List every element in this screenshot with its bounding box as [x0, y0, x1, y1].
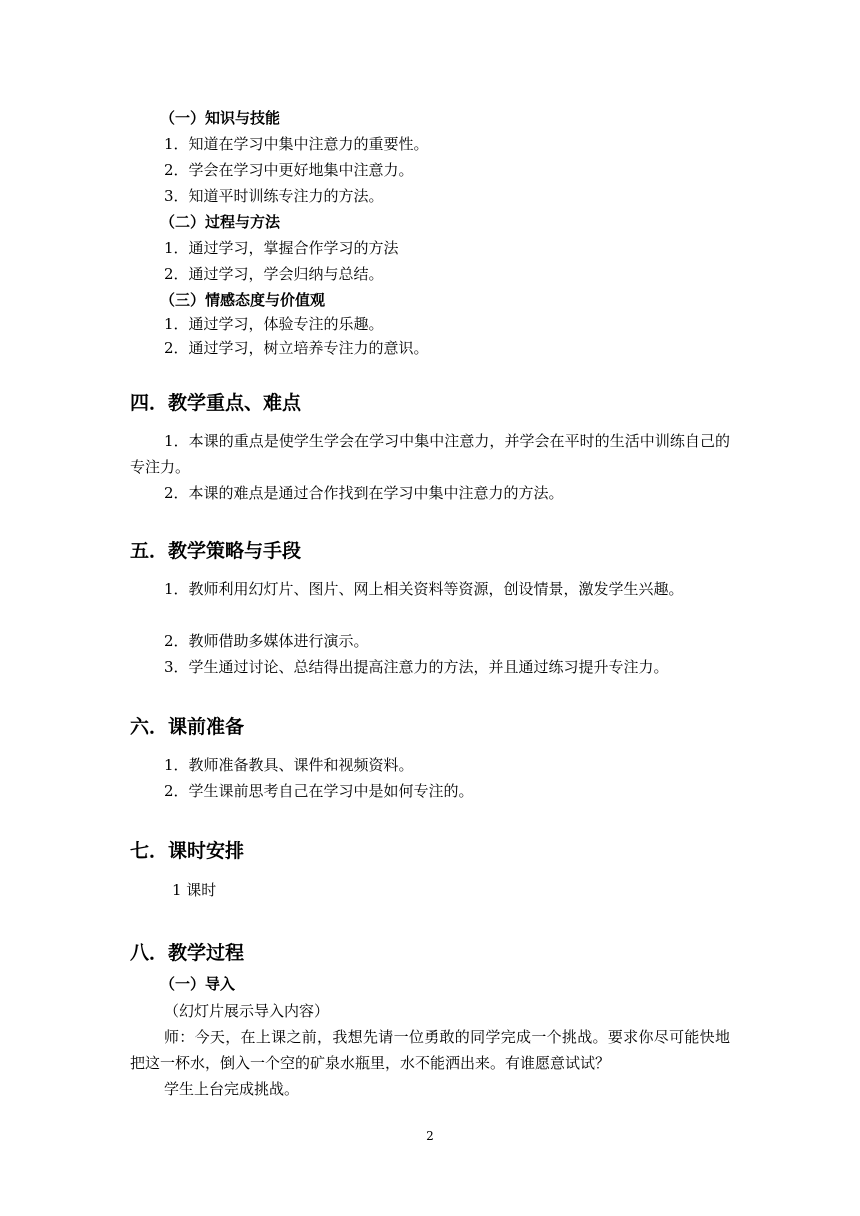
paragraph: 1．教师利用幻灯片、图片、网上相关资料等资源，创设情景，激发学生兴趣。 [164, 580, 684, 598]
paragraph: 1．本课的重点是使学生学会在学习中集中注意力，并学会在平时的生活中训练自己的专注力。 [130, 432, 730, 476]
list-item: 1．知道在学习中集中注意力的重要性。 [164, 135, 429, 153]
list-item: 2．通过学习，树立培养专注力的意识。 [164, 339, 429, 357]
section-heading-preparation: 六．课前准备 [130, 716, 245, 738]
paragraph: （幻灯片展示导入内容） [164, 1002, 330, 1020]
paragraph: 师：今天，在上课之前，我想先请一位勇敢的同学完成一个挑战。要求你尽可能快地把这一杯水，倒入一个空的矿泉水瓶里，水不能洒出来。有谁愿意试试？ [130, 1028, 730, 1072]
paragraph: 学生上台完成挑战。 [164, 1080, 300, 1098]
section-heading-key-points: 四．教学重点、难点 [130, 392, 302, 414]
list-item: 1．通过学习，体验专注的乐趣。 [164, 315, 384, 333]
section-heading-strategy: 五．教学策略与手段 [130, 540, 302, 562]
paragraph: 1．教师准备教具、课件和视频资料。 [164, 756, 414, 774]
list-item: 2．通过学习，学会归纳与总结。 [164, 265, 384, 283]
class-hours: 1 课时 [172, 881, 217, 899]
paragraph: 2．本课的难点是通过合作找到在学习中集中注意力的方法。 [164, 484, 564, 502]
list-item: 3．知道平时训练专注力的方法。 [164, 187, 384, 205]
section-heading-schedule: 七．课时安排 [130, 840, 245, 862]
subheading-introduction: （一）导入 [160, 975, 236, 993]
paragraph: 2．教师借助多媒体进行演示。 [164, 632, 369, 650]
subheading-knowledge-skills: （一）知识与技能 [160, 109, 281, 127]
list-item: 2．学会在学习中更好地集中注意力。 [164, 161, 414, 179]
section-heading-process: 八．教学过程 [130, 942, 245, 964]
list-item: 1．通过学习，掌握合作学习的方法 [164, 239, 399, 257]
subheading-attitude-values: （三）情感态度与价值观 [160, 291, 326, 309]
paragraph: 2．学生课前思考自己在学习中是如何专注的。 [164, 782, 474, 800]
paragraph: 3．学生通过讨论、总结得出提高注意力的方法，并且通过练习提升专注力。 [164, 658, 669, 676]
page-number: 2 [426, 1129, 434, 1143]
subheading-process-method: （二）过程与方法 [160, 213, 281, 231]
